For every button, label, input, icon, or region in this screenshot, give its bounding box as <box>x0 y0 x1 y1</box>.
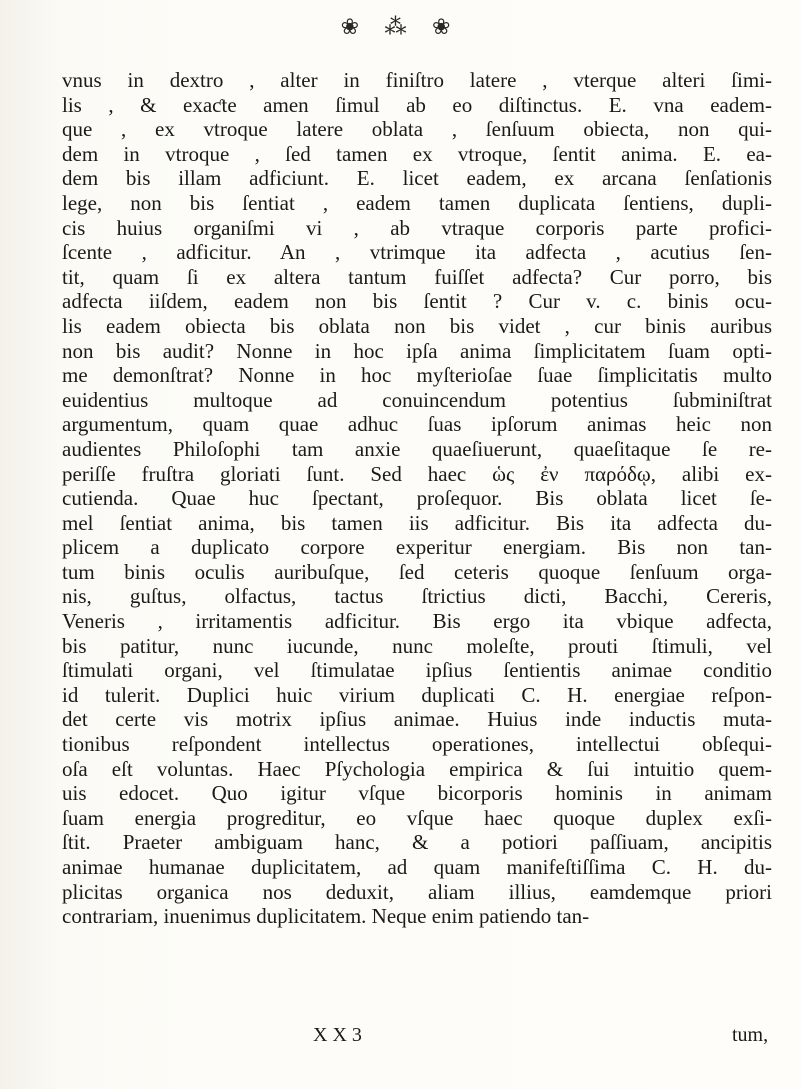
text-line: non bis audit? Nonne in hoc ipſa anima ſimplicitatem ſuam opti- <box>62 338 772 363</box>
header-ornament <box>0 14 801 40</box>
text-line: ſtimulati organi, vel ſtimulatae ipſius ſentientis animae conditio <box>62 658 772 683</box>
text-line: ſcente , adficitur. An , vtrimque ita adfecta , acutius ſen- <box>62 240 772 265</box>
text-line: mel ſentiat anima, bis tamen iis adficitur. Bis ita adfecta du- <box>62 510 772 535</box>
body-text <box>62 68 772 929</box>
text-line: cis huius organiſmi vi , ab vtraque corporis parte profici- <box>62 215 772 240</box>
text-line: plicem a duplicato corpore experitur energiam. Bis non tan- <box>62 535 772 560</box>
text-line: plicitas organica nos deduxit, aliam illius, eamdemque priori <box>62 879 772 904</box>
text-line: uis edocet. Quo igitur vſque bicorporis hominis in animam <box>62 781 772 806</box>
catchword: tum, <box>732 1024 769 1046</box>
text-line: nis, guſtus, olfactus, tactus ſtrictius dicti, Bacchi, Cereris, <box>62 584 772 609</box>
text-line: dem bis illam adficiunt. E. licet eadem, ex arcana ſenſationis <box>62 166 772 191</box>
signature-mark: X X 3 <box>313 1024 362 1046</box>
text-line: tum binis oculis auribuſque, ſed ceteris quoque ſenſuum orga- <box>62 559 772 584</box>
text-line: Veneris , irritamentis adficitur. Bis ergo ita vbique adfecta, <box>62 609 772 634</box>
text-line: vnus in dextro , alter in finiſtro latere , vterque alteri ſimi- <box>62 68 772 92</box>
text-line: euidentius multoque ad conuincendum potentius ſubminiſtrat <box>62 387 772 412</box>
text-line: tionibus reſpondent intellectus operationes, intellectui obſequi- <box>62 732 772 757</box>
text-line: que , ex vtroque latere oblata , ſenſuum obiecta, non qui- <box>62 117 772 142</box>
text-line: contrariam, inuenimus duplicitatem. Neque enim patiendo tan- <box>62 904 590 929</box>
text-line: lege, non bis ſentiat , eadem tamen duplicata ſentiens, dupli- <box>62 190 772 215</box>
text-line: adfecta iiſdem, eadem non bis ſentit ? Cur v. c. binis ocu- <box>62 289 772 314</box>
text-line: periſſe fruſtra gloriati ſunt. Sed haec ὡς ἐν παρόδῳ, alibi ex- <box>62 461 772 486</box>
text-line: argumentum, quam quae adhuc ſuas ipſorum animas heic non <box>62 412 772 437</box>
text-line: det certe vis motrix ipſius animae. Huius inde inductis muta- <box>62 707 772 732</box>
flower-ornament-right-icon: ❀ <box>432 14 461 39</box>
text-line: bis patitur, nunc iucunde, nunc moleſte, prouti ſtimuli, vel <box>62 633 772 658</box>
text-line: ſuam energia progreditur, eo vſque haec quoque duplex exſi- <box>62 805 772 830</box>
text-line: cutienda. Quae huc ſpectant, proſequor. Bis oblata licet ſe- <box>62 486 772 511</box>
text-line: oſa eſt voluntas. Haec Pſychologia empirica & ſui intuitio quem- <box>62 756 772 781</box>
text-line: lis eadem obiecta bis oblata non bis videt , cur binis auribus <box>62 313 772 338</box>
text-line: dem in vtroque , ſed tamen ex vtroque, ſentit anima. E. ea- <box>62 141 772 166</box>
text-line: audientes Philoſophi tam anxie quaeſiuerunt, quaeſitaque ſe re- <box>62 436 772 461</box>
text-line: tit, quam ſi ex altera tantum fuiſſet adfecta? Cur porro, bis <box>62 264 772 289</box>
flower-ornament-left-icon: ❀ <box>340 14 369 39</box>
text-line: lis , & exaƈte amen ſimul ab eo diſtinctus. E. vna eadem- <box>62 92 772 117</box>
text-line: id tulerit. Duplici huic virium duplicati C. H. energiae reſpon- <box>62 682 772 707</box>
text-line: me demonſtrat? Nonne in hoc myſterioſae ſuae ſimplicitatis multo <box>62 363 772 388</box>
text-line: ſtit. Praeter ambiguam hanc, & a potiori paſſiuam, ancipitis <box>62 830 772 855</box>
asterism-ornament-icon: ⁂ <box>384 14 417 39</box>
text-line: animae humanae duplicitatem, ad quam manifeſtiſſima C. H. du- <box>62 855 772 879</box>
